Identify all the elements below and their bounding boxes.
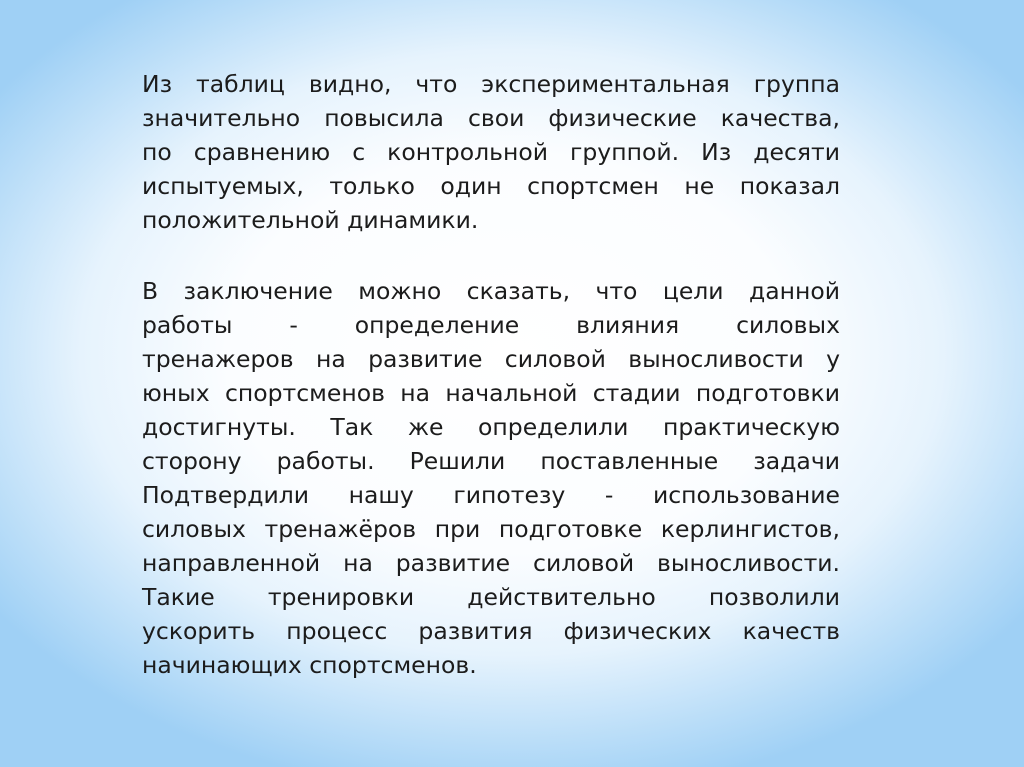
text-line: Подтвердили нашу гипотезу - использование	[142, 481, 840, 509]
text-line: работы - определение влияния силовых	[142, 311, 840, 339]
text-line: В заключение можно сказать, что цели данной	[142, 277, 840, 305]
text-line: достигнуты. Так же определили практическую	[142, 413, 840, 441]
text-line: направленной на развитие силовой выносливости.	[142, 549, 840, 577]
text-line: испытуемых, только один спортсмен не показал	[142, 172, 840, 200]
paragraph-conclusion	[142, 274, 840, 682]
paragraph-results	[142, 67, 840, 237]
text-line: силовых тренажёров при подготовке керлингистов,	[142, 515, 840, 543]
text-line: Из таблиц видно, что экспериментальная группа	[142, 70, 840, 98]
text-line: ускорить процесс развития физических качеств	[142, 617, 840, 645]
text-line: тренажеров на развитие силовой выносливости у	[142, 345, 840, 373]
text-line: по сравнению с контрольной группой. Из десяти	[142, 138, 840, 166]
text-line: положительной динамики.	[142, 206, 479, 234]
text-line: Такие тренировки действительно позволили	[142, 583, 840, 611]
text-line: начинающих спортсменов.	[142, 651, 477, 679]
text-line: значительно повысила свои физические качества,	[142, 104, 840, 132]
text-line: юных спортсменов на начальной стадии подготовки	[142, 379, 840, 407]
text-line: сторону работы. Решили поставленные задачи	[142, 447, 840, 475]
